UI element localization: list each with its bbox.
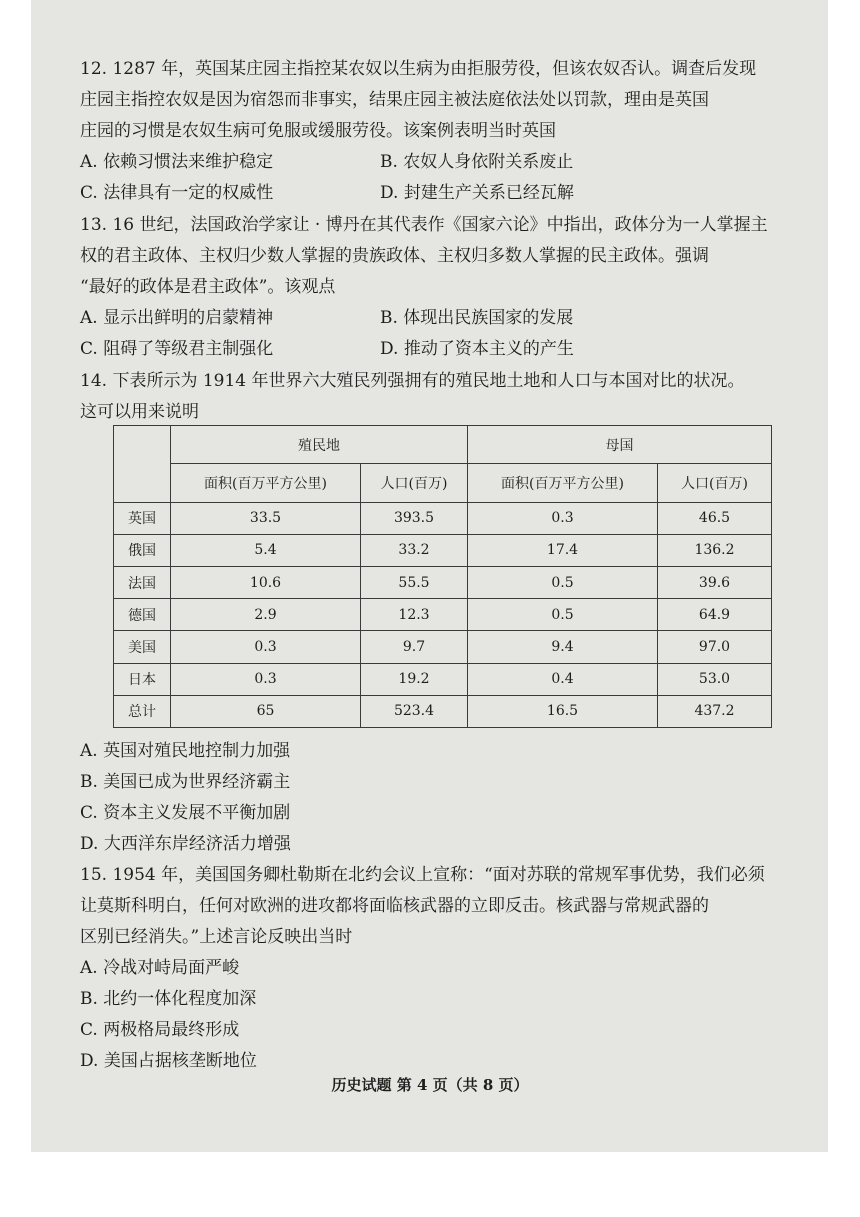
column-header: 人口(百万) [658,464,772,502]
value-cell: 0.4 [468,663,658,695]
option-a: A. 冷战对峙局面严峻 [80,958,240,978]
value-cell: 5.4 [171,534,361,566]
value-cell: 0.3 [468,502,658,534]
value-cell: 65 [171,695,361,727]
group-header: 殖民地 [171,426,468,464]
value-cell: 12.3 [361,599,468,631]
value-cell: 17.4 [468,534,658,566]
options [80,147,780,209]
country-cell: 法国 [114,566,171,598]
question-14 [80,366,780,428]
value-cell: 523.4 [361,695,468,727]
option-b: B. 体现出民族国家的发展 [380,308,574,328]
column-header: 面积(百万平方公里) [468,464,658,502]
question-text: 庄园的习惯是农奴生病可免服或缓服劳役。该案例表明当时英国 [80,121,556,141]
column-header: 面积(百万平方公里) [171,464,361,502]
question-text: 15. 1954 年，美国国务卿杜勒斯在北约会议上宣称：“面对苏联的常规军事优势，我们必须 [80,865,765,885]
value-cell: 33.2 [361,534,468,566]
table-row [114,695,772,727]
value-cell: 53.0 [658,663,772,695]
option-a: A. 依赖习惯法来维护稳定 [80,152,274,172]
question-text: “最好的政体是君主政体”。该观点 [80,277,336,297]
country-cell: 日本 [114,663,171,695]
country-cell: 总计 [114,695,171,727]
question-text: 让莫斯科明白，任何对欧洲的进攻都将面临核武器的立即反击。核武器与常规武器的 [80,896,709,916]
option-c: C. 资本主义发展不平衡加剧 [80,803,291,823]
option-c: C. 两极格局最终形成 [80,1020,240,1040]
country-cell: 德国 [114,599,171,631]
value-cell: 55.5 [361,566,468,598]
question-12 [80,54,780,209]
question-text: 这可以用来说明 [80,402,199,422]
question-text: 权的君主政体、主权归少数人掌握的贵族政体、主权归多数人掌握的民主政体。强调 [80,246,709,266]
value-cell: 9.4 [468,631,658,663]
value-cell: 33.5 [171,502,361,534]
corner-cell [114,426,171,503]
question-text: 14. 下表所示为 1914 年世界六大殖民列强拥有的殖民地土地和人口与本国对比的状况。 [80,371,745,391]
column-header: 人口(百万) [361,464,468,502]
value-cell: 16.5 [468,695,658,727]
group-header: 母国 [468,426,772,464]
option-c: C. 阻碍了等级君主制强化 [80,339,274,359]
question-text: 12. 1287 年，英国某庄园主指控某农奴以生病为由拒服劳役，但该农奴否认。调查后发现 [80,59,757,79]
table-row [114,502,772,534]
country-cell: 俄国 [114,534,171,566]
value-cell: 0.3 [171,663,361,695]
options [80,736,780,860]
question-15 [80,860,780,1077]
value-cell: 0.5 [468,599,658,631]
question-13 [80,210,780,365]
option-a: A. 显示出鲜明的启蒙精神 [80,308,274,328]
option-c: C. 法律具有一定的权威性 [80,183,274,203]
question-text: 区别已经消失。”上述言论反映出当时 [80,927,353,947]
table-row [114,534,772,566]
table-row [114,566,772,598]
option-d: D. 封建生产关系已经瓦解 [380,183,574,203]
options [80,303,780,365]
value-cell: 9.7 [361,631,468,663]
page-footer: 历史试题 第 4 页（共 8 页） [331,1076,529,1094]
question-text: 庄园主指控农奴是因为宿怨而非事实，结果庄园主被法庭依法处以罚款，理由是英国 [80,90,709,110]
option-d: D. 推动了资本主义的产生 [380,339,574,359]
value-cell: 393.5 [361,502,468,534]
table-row [114,599,772,631]
question-14-options [80,736,780,860]
table-row [114,631,772,663]
value-cell: 97.0 [658,631,772,663]
value-cell: 2.9 [171,599,361,631]
option-d: D. 美国占据核垄断地位 [80,1051,257,1071]
option-b: B. 美国已成为世界经济霸主 [80,772,291,792]
country-cell: 美国 [114,631,171,663]
country-cell: 英国 [114,502,171,534]
table-row [114,663,772,695]
option-a: A. 英国对殖民地控制力加强 [80,741,291,761]
colony-table [113,425,772,728]
value-cell: 39.6 [658,566,772,598]
value-cell: 46.5 [658,502,772,534]
question-text: 13. 16 世纪，法国政治学家让 · 博丹在其代表作《国家六论》中指出，政体分为一人掌握主 [80,215,768,235]
value-cell: 0.5 [468,566,658,598]
value-cell: 19.2 [361,663,468,695]
value-cell: 10.6 [171,566,361,598]
option-b: B. 北约一体化程度加深 [80,989,257,1009]
option-d: D. 大西洋东岸经济活力增强 [80,834,291,854]
option-b: B. 农奴人身依附关系废止 [380,152,574,172]
options [80,953,780,1077]
value-cell: 0.3 [171,631,361,663]
value-cell: 64.9 [658,599,772,631]
value-cell: 136.2 [658,534,772,566]
value-cell: 437.2 [658,695,772,727]
